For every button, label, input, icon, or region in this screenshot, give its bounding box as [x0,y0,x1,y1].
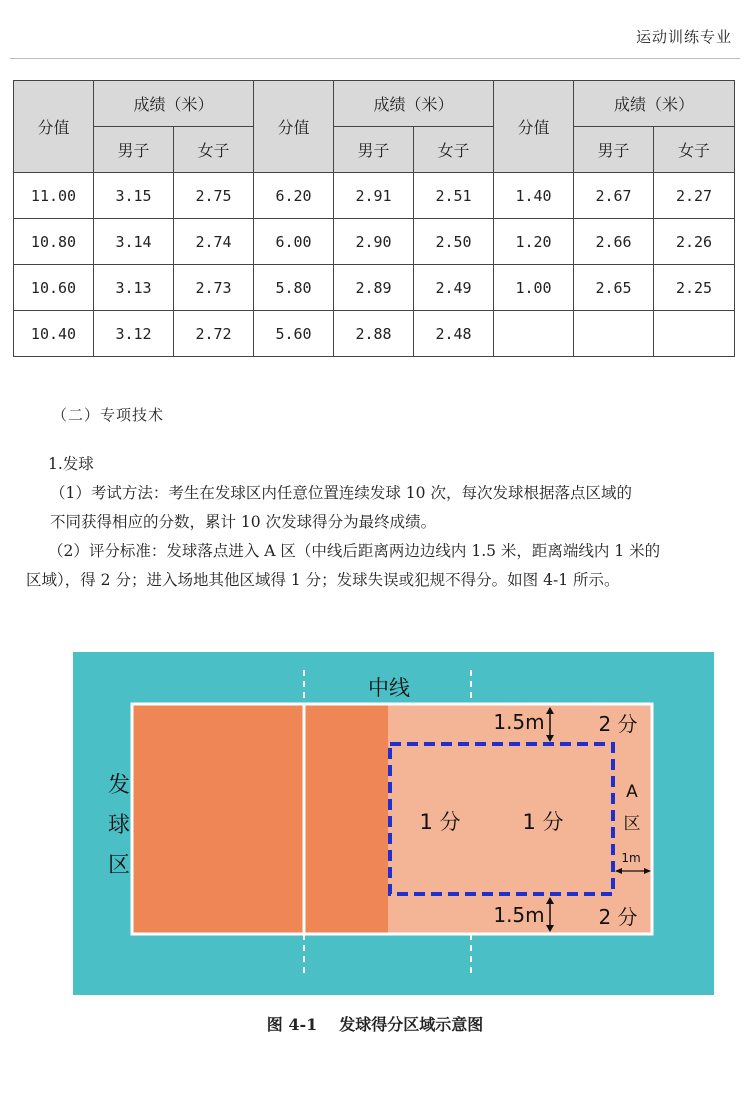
table-cell [494,311,574,357]
court-left-half [132,704,303,934]
table-cell: 2.88 [334,311,414,357]
table-cell: 2.65 [574,265,654,311]
table-cell: 2.25 [654,265,735,311]
serve-zone-label: 球 [107,813,131,838]
result-header: 成绩（米） [334,81,494,127]
criteria-paragraph [26,537,738,595]
serve-zone-label: 区 [107,853,131,878]
table-cell: 2.27 [654,173,735,219]
table-cell: 2.75 [174,173,254,219]
table-cell: 2.67 [574,173,654,219]
table-cell: 10.40 [14,311,94,357]
method-line: 不同获得相应的分数，累计 10 次发球得分为最终成绩。 [50,513,437,531]
table-row [14,311,735,357]
score-one-left: 1 分 [419,810,461,834]
table-cell: 5.60 [254,311,334,357]
bottom-distance-label: 1.5m [493,903,545,927]
criteria-line: （2）评分标准：发球落点进入 A 区（中线后距离两边边线内 1.5 米，距离端线内 1 米的 [48,542,661,560]
figure-number: 图 4-1 [266,1015,318,1034]
table-cell: 3.12 [94,311,174,357]
table-cell: 2.50 [414,219,494,265]
header-divider [10,58,740,59]
result-header: 成绩（米） [574,81,735,127]
figure-caption-text: 发球得分区域示意图 [339,1015,484,1034]
male-header: 男子 [574,127,654,173]
table-cell [654,311,735,357]
table-cell: 2.91 [334,173,414,219]
score-table [13,80,735,357]
page-header: 运动训练专业 [635,28,732,46]
table-header-row [14,81,735,127]
table-cell: 2.73 [174,265,254,311]
table-cell: 5.80 [254,265,334,311]
table-cell: 2.51 [414,173,494,219]
result-header: 成绩（米） [94,81,254,127]
criteria-line: 区域），得 2 分；进入场地其他区域得 1 分；发球失误或犯规不得分。如图 4-1 所示。 [26,571,620,589]
table-cell: 2.26 [654,219,735,265]
table-cell: 3.13 [94,265,174,311]
serve-zone-label: 发 [107,773,131,798]
end-distance-label: 1m [621,851,641,865]
table-cell [574,311,654,357]
table-cell: 10.80 [14,219,94,265]
method-paragraph [26,479,726,537]
item-title: 1.发球 [48,455,94,473]
method-line: （1）考试方法：考生在发球区内任意位置连续发球 10 次，每次发球根据落点区域的 [50,484,632,502]
male-header: 男子 [334,127,414,173]
score-header: 分值 [494,81,574,173]
table-cell: 2.66 [574,219,654,265]
table-cell: 1.20 [494,219,574,265]
table-cell: 2.48 [414,311,494,357]
table-cell: 3.14 [94,219,174,265]
table-row [14,219,735,265]
court-front-zone [304,704,388,934]
table-cell: 2.74 [174,219,254,265]
score-one-right: 1 分 [522,810,564,834]
table-cell: 1.40 [494,173,574,219]
table-cell: 2.49 [414,265,494,311]
female-header: 女子 [414,127,494,173]
zone-a-label: 区 [623,814,641,834]
table-cell: 2.89 [334,265,414,311]
table-row [14,173,735,219]
female-header: 女子 [654,127,735,173]
table-cell: 2.90 [334,219,414,265]
female-header: 女子 [174,127,254,173]
serve-zone-diagram [73,652,714,995]
score-header: 分值 [14,81,94,173]
zone-a-label: A [626,782,638,802]
table-cell: 3.15 [94,173,174,219]
table-cell: 10.60 [14,265,94,311]
table-row [14,265,735,311]
center-line-label: 中线 [368,676,410,700]
table-cell: 6.20 [254,173,334,219]
top-distance-label: 1.5m [493,710,545,734]
table-subheader-row [14,127,735,173]
score-header: 分值 [254,81,334,173]
table-cell: 6.00 [254,219,334,265]
table-cell: 2.72 [174,311,254,357]
score-two-top: 2 分 [598,712,638,736]
figure-caption [0,1012,750,1035]
section-title: （二）专项技术 [52,406,165,424]
score-two-bottom: 2 分 [598,905,638,929]
male-header: 男子 [94,127,174,173]
table-cell: 11.00 [14,173,94,219]
table-cell: 1.00 [494,265,574,311]
